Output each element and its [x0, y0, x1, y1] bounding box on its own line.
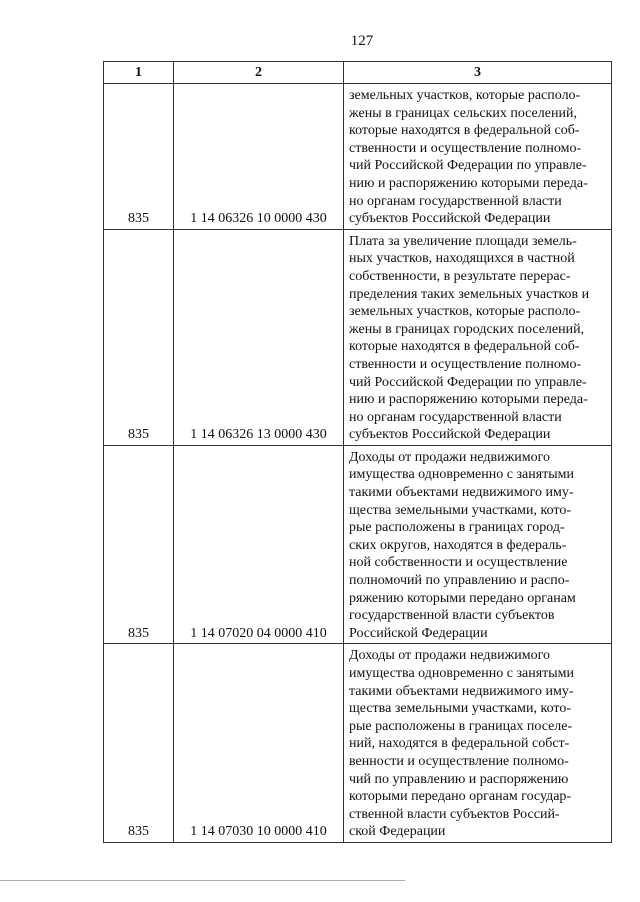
description-line: ственной власти субъектов Россий-	[349, 806, 560, 822]
header-col-3: 3	[344, 62, 612, 84]
description-cell	[344, 445, 612, 644]
admin-code-cell: 835	[104, 644, 174, 843]
bottom-divider	[0, 880, 405, 881]
table-row	[104, 229, 612, 445]
description-line: такими объектами недвижимого иму-	[349, 683, 574, 699]
table-header-row	[104, 62, 612, 84]
description-line: полномочий по управлению и распо-	[349, 573, 570, 589]
table-row	[104, 445, 612, 644]
table-row	[104, 84, 612, 230]
description-line: имущества одновременно с занятыми	[349, 666, 575, 681]
description-line: Доходы от продажи недвижимого	[349, 449, 550, 465]
admin-code-cell: 835	[104, 229, 174, 445]
revenue-code-cell: 1 14 07030 10 0000 410	[174, 644, 344, 843]
description-line: чий Российской Федерации по управле-	[349, 374, 587, 390]
description-line: рые расположены в границах город-	[349, 520, 565, 536]
description-line: нию и распоряжению которыми переда-	[349, 392, 588, 408]
description-line: государственной власти субъектов	[349, 608, 555, 624]
description-line: ственности и осуществление полномо-	[349, 140, 582, 156]
description-line: жены в границах городских поселений,	[349, 321, 585, 337]
header-col-2: 2	[174, 62, 344, 84]
description-line: которые находятся в федеральной соб-	[349, 339, 580, 355]
description-line: жены в границах сельских поселений,	[349, 105, 577, 121]
description-line: ряжению которыми передано органам	[349, 590, 576, 606]
admin-code-cell: 835	[104, 84, 174, 230]
revenue-code-cell: 1 14 06326 10 0000 430	[174, 84, 344, 230]
description-line: ственности и осуществление полномо-	[349, 356, 582, 372]
description-line: Доходы от продажи недвижимого	[349, 648, 550, 664]
description-line: субъектов Российской Федерации	[349, 427, 551, 443]
admin-code-cell: 835	[104, 445, 174, 644]
description-line: которые находятся в федеральной соб-	[349, 123, 580, 139]
revenue-code-cell: 1 14 07020 04 0000 410	[174, 445, 344, 644]
description-line: такими объектами недвижимого иму-	[349, 485, 574, 501]
description-line: субъектов Российской Федерации	[349, 211, 551, 227]
description-line: рые расположены в границах поселе-	[349, 718, 573, 734]
description-cell	[344, 84, 612, 230]
description-line: ний, находятся в федеральной собст-	[349, 736, 570, 752]
description-line: но органам государственной власти	[349, 193, 562, 209]
description-line: пределения таких земельных участков и	[349, 286, 590, 302]
description-line: ской Федерации	[349, 824, 446, 840]
revenue-codes-table	[103, 61, 612, 843]
description-line: чий Российской Федерации по управле-	[349, 158, 587, 174]
page-number: 127	[350, 33, 374, 49]
description-line: щества земельными участками, кото-	[349, 701, 571, 717]
header-col-1: 1	[104, 62, 174, 84]
description-line: земельных участков, которые располо-	[349, 304, 581, 320]
description-line: Плата за увеличение площади земель-	[349, 233, 577, 249]
description-line: которыми передано органам государ-	[349, 789, 572, 805]
description-line: ной собственности и осуществление	[349, 555, 568, 571]
description-line: земельных участков, которые располо-	[349, 88, 581, 103]
description-line: чий по управлению и распоряжению	[349, 771, 569, 787]
description-cell	[344, 644, 612, 843]
description-line: нию и распоряжению которыми переда-	[349, 175, 588, 191]
description-cell	[344, 229, 612, 445]
description-line: Российской Федерации	[349, 625, 488, 641]
description-line: ных участков, находящихся в частной	[349, 251, 575, 267]
description-line: венности и осуществление полномо-	[349, 753, 569, 769]
description-line: собственности, в результате перерас-	[349, 268, 571, 284]
description-line: имущества одновременно с занятыми	[349, 467, 575, 483]
description-line: но органам государственной власти	[349, 409, 562, 425]
description-line: ских округов, находятся в федераль-	[349, 537, 567, 553]
revenue-code-cell: 1 14 06326 13 0000 430	[174, 229, 344, 445]
table-row	[104, 644, 612, 843]
description-line: щества земельными участками, кото-	[349, 502, 571, 518]
